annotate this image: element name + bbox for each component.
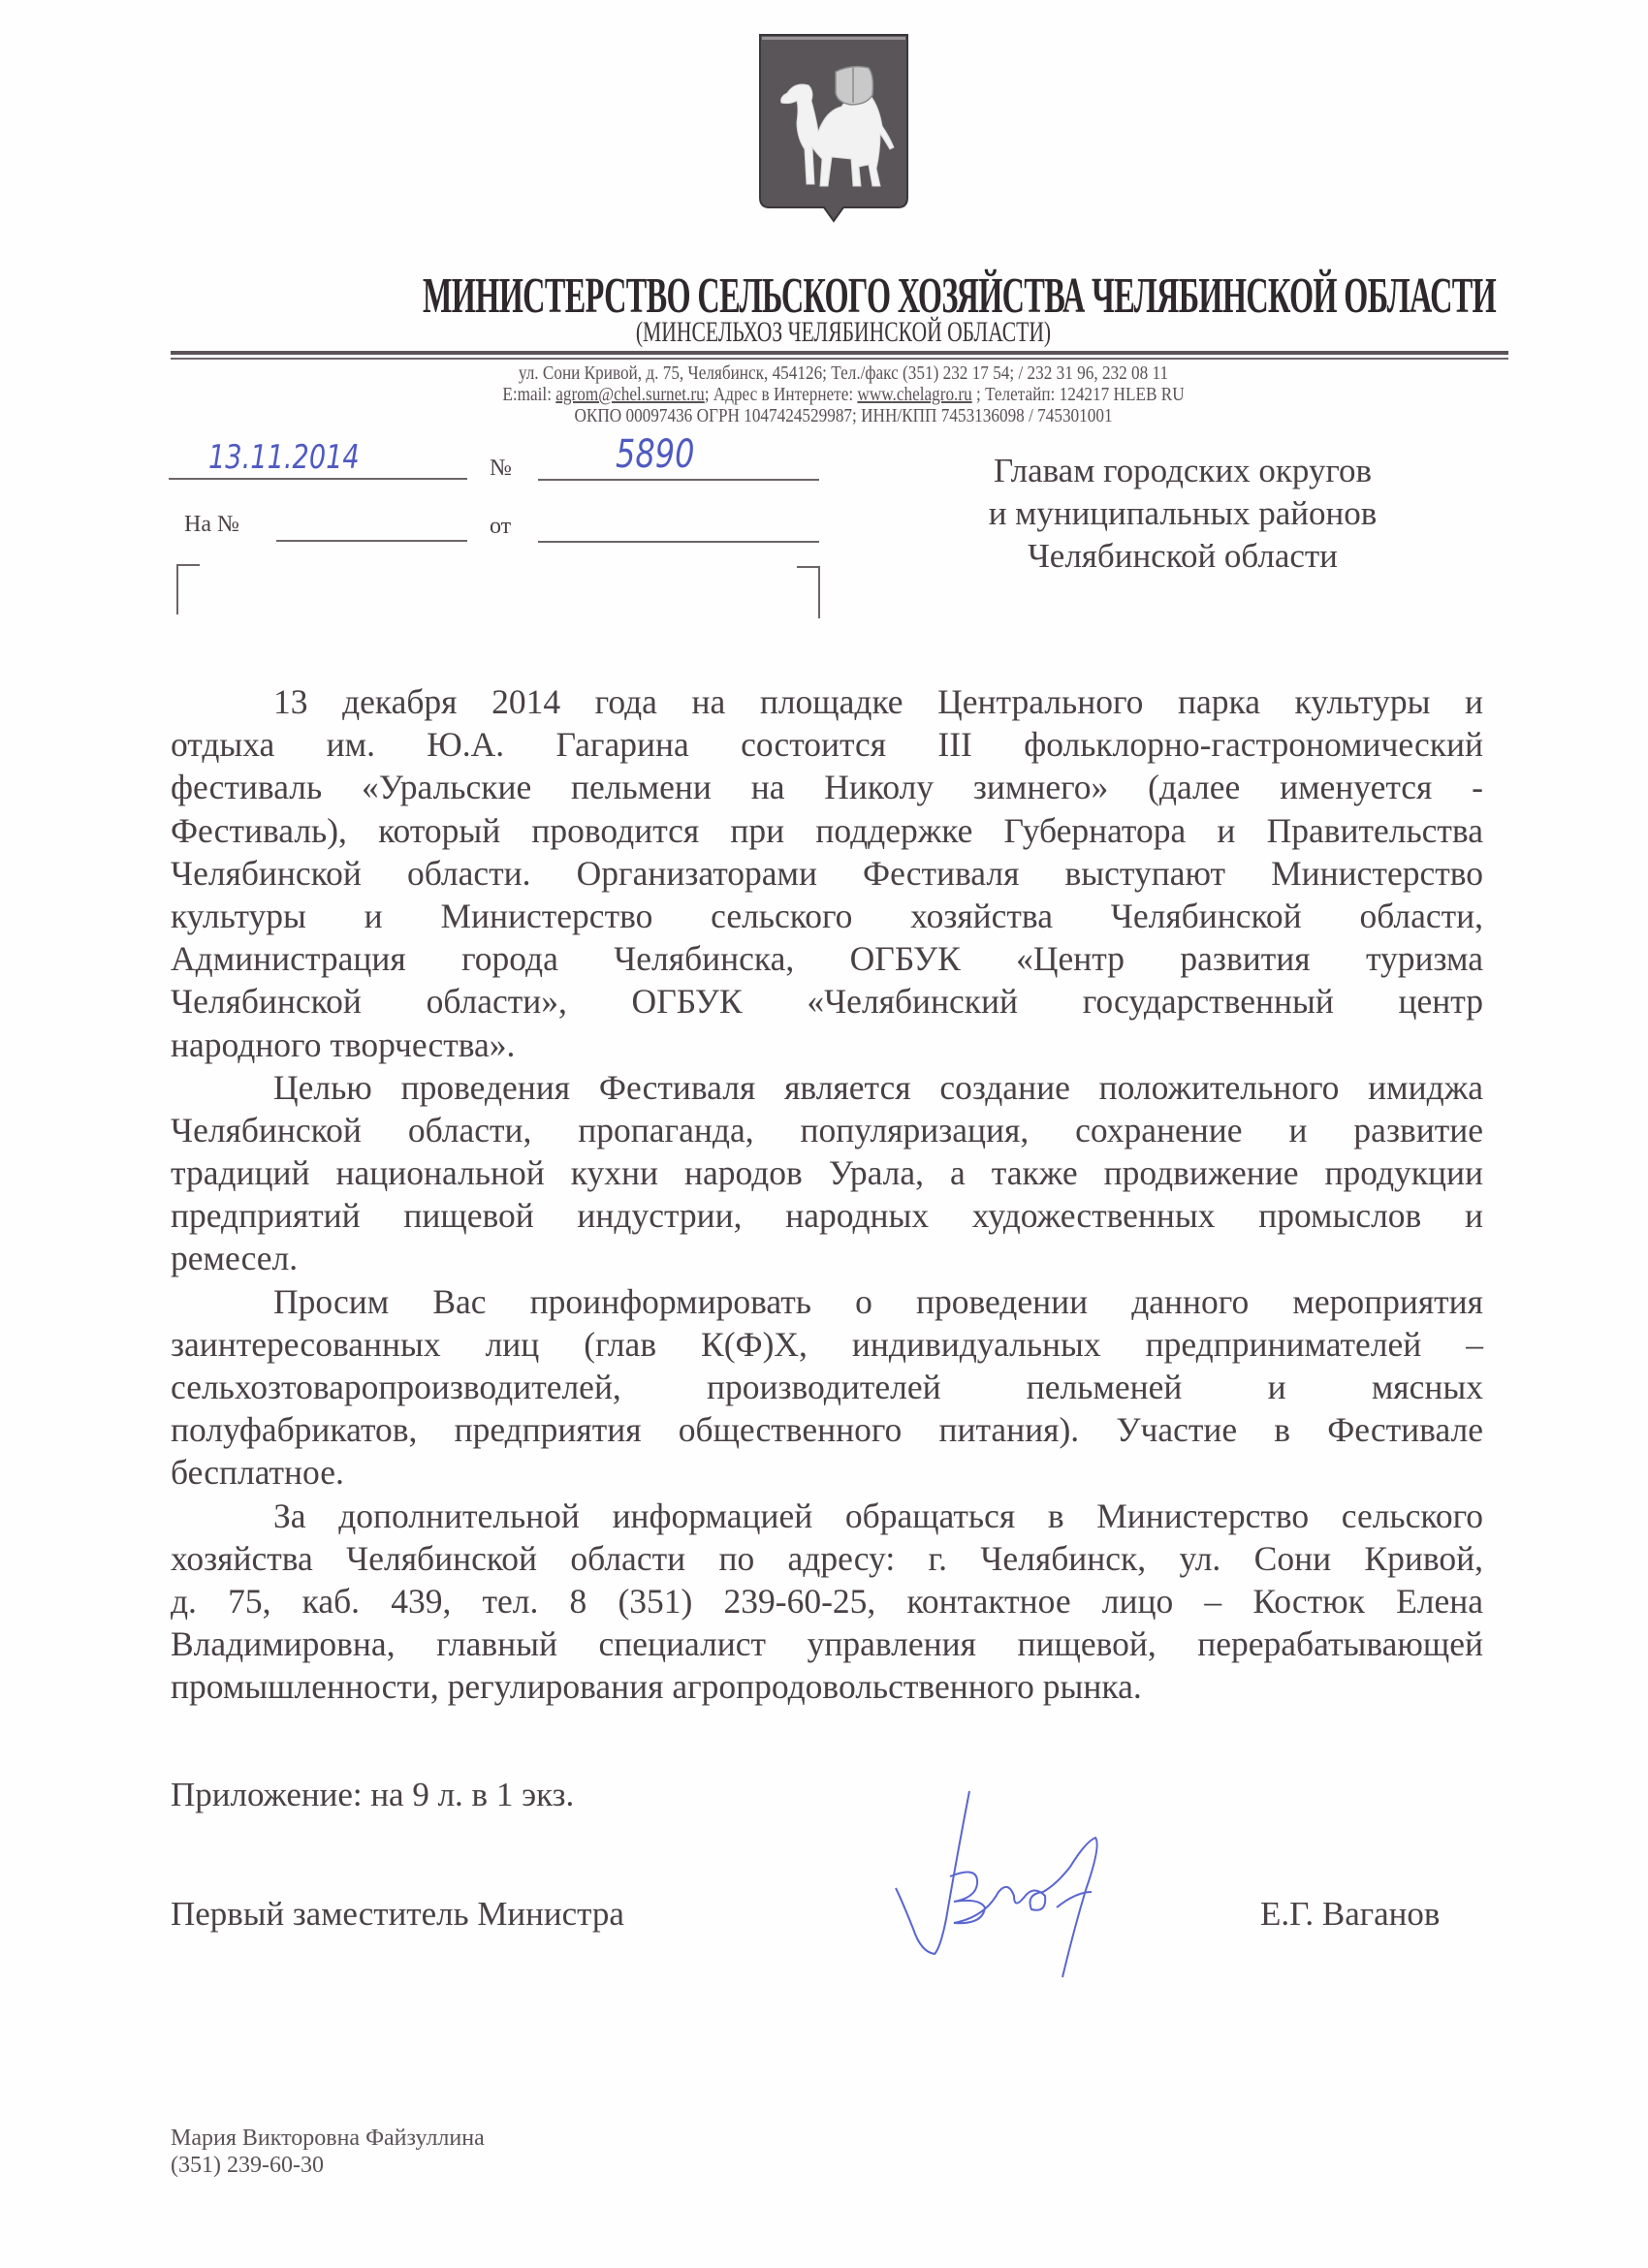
body-line: предприятий пищевой индустрии, народных художественных промыслов и [171,1196,1483,1236]
recipient-line: Челябинской области [1028,537,1338,575]
ministry-subtitle: (МИНСЕЛЬХОЗ ЧЕЛЯБИНСКОЙ ОБЛАСТИ) [635,316,1052,348]
from-label: от [490,514,512,539]
body-line: народного творчества». [171,1024,516,1064]
body-line: д. 75, каб. 439, тел. 8 (351) 239-60-25, контактное лицо – Костюк Елена [171,1581,1483,1621]
outgoing-number: 5890 [616,432,695,477]
body-line: сельхозтоваропроизводителей, производителей пельменей и мясных [171,1368,1483,1406]
contacts-line [260,384,1427,405]
recipient-block [931,450,1435,578]
letter-body [171,680,1483,1709]
email-link[interactable]: agrom@chel.surnet.ru [555,384,705,405]
reply-number-label: На № [184,512,239,537]
body-line: Челябинской области, пропаганда, популяризация, сохранение и развитие [171,1110,1483,1150]
executor-name: Мария Викторовна Файзуллина [171,2126,485,2151]
body-line: Фестиваль), который проводится при поддержке Губернатора и Правительства [171,810,1483,850]
body-line: Владимировна, главный специалист управления пищевой, перерабатывающей [171,1624,1483,1664]
number-underline [538,479,819,481]
number-label: № [490,456,512,481]
ministry-title: МИНИСТЕРСТВО СЕЛЬСКОГО ХОЗЯЙСТВА ЧЕЛЯБИНСКОЙ ОБЛАСТИ [423,268,1497,324]
body-line: полуфабрикатов, предприятия общественного питания). Участие в Фестивале [171,1410,1483,1450]
body-line: промышленности, регулирования агропродовольственного рынка. [171,1667,1142,1707]
recipient-line: и муниципальных районов [988,494,1378,532]
website-link[interactable]: www.chelagro.ru [857,384,972,405]
body-line: Челябинской области. Организаторами Фестиваля выступают Министерство [171,853,1483,893]
executor-phone: (351) 239-60-30 [171,2153,324,2178]
body-line: отдыха им. Ю.А. Гагарина состоится III фольклорно-гастрономический [171,725,1483,765]
from-date-underline [538,541,819,543]
signer-name: Е.Г. Ваганов [1260,1895,1441,1933]
recipient-line: Главам городских округов [994,452,1372,489]
registration-codes-line: ОКПО 00097436 ОГРН 1047424529987; ИНН/КПП 7453136098 / 745301001 [574,405,1113,426]
address-corner-left [176,564,200,614]
body-line: бесплатное. [171,1453,344,1493]
body-line: традиций национальной кухни народов Урала, а также продвижение продукции [171,1153,1483,1193]
date-underline [169,478,467,480]
body-line: За дополнительной информацией обращаться в Министерство сельского [273,1496,1483,1535]
handwritten-signature [853,1783,1202,1987]
address-line: ул. Сони Кривой, д. 75, Челябинск, 454126; Тел./факс (351) 232 17 54; / 232 31 96, 232 08 11 [518,362,1169,384]
body-line: заинтересованных лиц (глав К(Ф)Х, индивидуальных предпринимателей – [171,1324,1483,1364]
address-corner-right [797,566,820,618]
body-line: фестиваль «Уральские пельмени на Николу зимнего» (далее именуется - [171,768,1483,807]
body-line: хозяйства Челябинской области по адресу: г. Челябинск, ул. Сони Кривой, [171,1538,1483,1578]
body-line: ремесел. [171,1239,299,1278]
coat-of-arms-emblem [758,33,909,223]
teletype: ; Телетайп: 124217 HLEB RU [971,384,1185,405]
executor-block [171,2125,485,2179]
body-line: 13 декабря 2014 года на площадке Центрального парка культуры и [273,682,1483,721]
attachment-note: Приложение: на 9 л. в 1 экз. [171,1776,575,1813]
outgoing-date: 13.11.2014 [208,438,360,477]
web-label: ; Адрес в Интернете: [704,384,858,405]
body-line: культуры и Министерство сельского хозяйства Челябинской области, [171,896,1483,935]
letterhead-divider-thin [171,358,1508,360]
body-line: Целью проведения Фестиваля является создание положительного имиджа [273,1067,1483,1107]
reply-number-underline [276,540,467,542]
signer-position: Первый заместитель Министра [171,1895,624,1933]
letterhead-divider-thick [171,351,1508,355]
body-line: Челябинской области», ОГБУК «Челябинский государственный центр [171,982,1483,1022]
saddle-bag-icon [836,67,873,105]
body-line: Администрация города Челябинска, ОГБУК «Центр развития туризма [171,939,1483,979]
email-label: E:mail: [502,384,556,405]
body-line: Просим Вас проинформировать о проведении данного мероприятия [273,1281,1483,1321]
